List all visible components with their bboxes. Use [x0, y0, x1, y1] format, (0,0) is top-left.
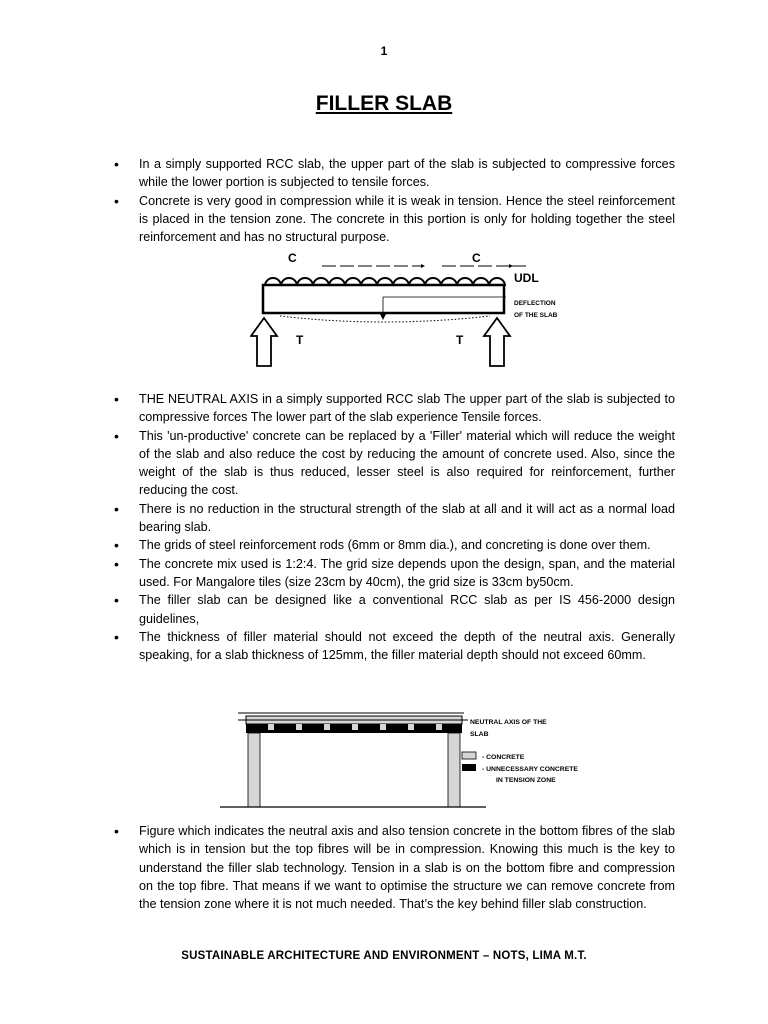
- page-footer: SUSTAINABLE ARCHITECTURE AND ENVIRONMENT – NOTS, LIMA M.T.: [181, 950, 587, 962]
- reaction-arrow-left: [251, 318, 277, 366]
- label-udl: UDL: [514, 271, 539, 285]
- legend-tension-swatch: [462, 764, 476, 771]
- list-item: • In a simply supported RCC slab, the upper part of the slab is subjected to compressive forces while the lower portion is subjected to tensile forces.: [0, 155, 768, 192]
- label-neutral-axis: NEUTRAL AXIS OF THE: [470, 719, 547, 726]
- legend-concrete-label: - CONCRETE: [482, 754, 525, 761]
- list-item: • Figure which indicates the neutral axis and also tension concrete in the bottom fibres of the slab which is in tension but the top fibres will be in compression. Knowing this much is the key to understand the filler slab technology. Tension in a slab is on the bottom fibre and compression on the top fibre. That means if we want to optimise the structure we can remove concrete from the tension zone where it is not much needed. That’s the key behind filler slab construction.: [0, 822, 768, 913]
- list-item: • The filler slab can be designed like a conventional RCC slab as per IS 456-2000 design guidelines,: [0, 591, 768, 628]
- column-right: [448, 733, 460, 807]
- list-item: • Concrete is very good in compression while it is weak in tension. Hence the steel reinforcement is placed in the tension zone. The concrete in this portion is only for holding together the steel reinforcement and has no structural purpose.: [0, 192, 768, 247]
- bullet-list-main: [0, 390, 768, 664]
- list-item: • THE NEUTRAL AXIS in a simply supported RCC slab The upper part of the slab is subjected to compressive forces The lower part of the slab experience Tensile forces.: [0, 390, 768, 427]
- page-number: 1: [380, 44, 388, 58]
- bullet-list-conclusion: [0, 822, 768, 913]
- list-item: • There is no reduction in the structural strength of the slab at all and it will act as a normal load bearing slab.: [0, 500, 768, 537]
- label-compression-left: C: [288, 251, 297, 265]
- list-item: • This 'un-productive' concrete can be replaced by a 'Filler' material which will reduce the weight of the slab and also reduce the cost by reducing the amount of concrete used. Also, since the weight of the slab is thus reduced, lesser steel is also required for reinforcement, further reducing the cost.: [0, 427, 768, 500]
- legend-unnecessary-label: - UNNECESSARY CONCRETE: [482, 766, 578, 773]
- list-item: • The grids of steel reinforcement rods (6mm or 8mm dia.), and concreting is done over them.: [0, 536, 768, 554]
- list-item: • The thickness of filler material should not exceed the depth of the neutral axis. Generally speaking, for a slab thickness of 125mm, the filler material depth should not exceed 60mm.: [0, 628, 768, 665]
- label-neutral-axis-slab: SLAB: [470, 731, 489, 738]
- label-tension-left: T: [296, 333, 304, 347]
- column-left: [248, 733, 260, 807]
- deflection-curve: [280, 316, 490, 322]
- reaction-arrow-right: [484, 318, 510, 366]
- support-reaction-arrows: [251, 318, 510, 366]
- legend-concrete-swatch: [462, 752, 476, 759]
- page-title: FILLER SLAB: [315, 92, 453, 115]
- label-tension-right: T: [456, 333, 464, 347]
- legend-tension-zone-label: IN TENSION ZONE: [496, 777, 556, 784]
- slab-udl-diagram: [250, 250, 570, 370]
- bullet-list-intro: [0, 155, 768, 246]
- label-deflection: DEFLECTION: [514, 300, 556, 307]
- label-compression-right: C: [472, 251, 481, 265]
- filler-slab-section-diagram: [210, 710, 590, 815]
- list-item: • The concrete mix used is 1:2:4. The grid size depends upon the design, span, and the material used. For Mangalore tiles (size 23cm by 40cm), the grid size is 33cm by50cm.: [0, 555, 768, 592]
- label-of-the-slab: OF THE SLAB: [514, 312, 558, 319]
- slab-body: [263, 285, 504, 313]
